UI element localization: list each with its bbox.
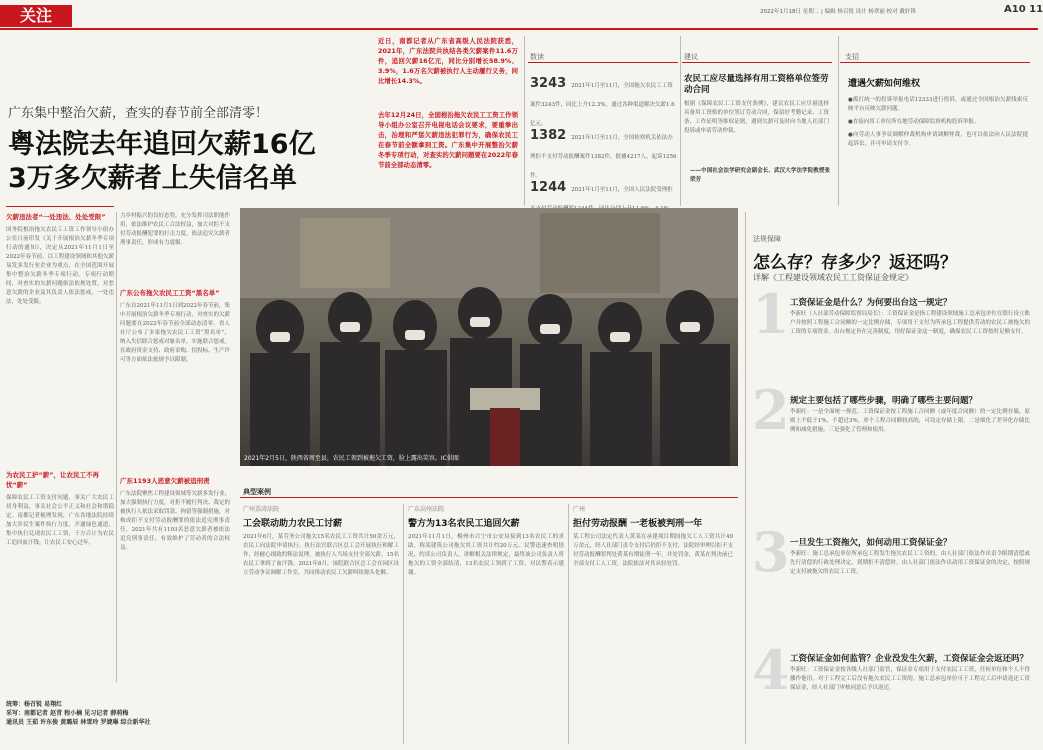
figure-item — [530, 72, 678, 127]
figure-text: 2021年1月至11月，全国人民法院受理拒 — [571, 187, 673, 193]
headline-line-2: 3万多欠薪者上失信名单 — [8, 163, 297, 194]
left-head-1: 欠薪违法者“一处违法、处处受限” — [6, 213, 106, 221]
support-title: 遭遇欠薪如何维权 — [848, 79, 921, 89]
figures-rule — [528, 62, 678, 63]
photo-caption: 2021年2月5日，陕西省周至县，农民工领到被拖欠工资，脸上露出笑容。IC供图 — [244, 455, 459, 462]
lead-paragraph-mid — [378, 110, 518, 206]
figure-item — [530, 124, 678, 179]
left-body-2 — [6, 494, 114, 694]
figure-text: 2021年1月至11月，全国拖欠农民工工资案件3243件，同比上升12.3%，通过各种渠道解决欠薪1.6亿元。 — [530, 83, 675, 127]
support-item: ●直接向用工单位所在地劳动保障监察机构投诉举报。 — [848, 119, 980, 125]
figure-number: 3243 — [530, 76, 567, 91]
case-tag: 广州荔湾法院 — [243, 506, 280, 513]
lead-mid-text: 去年12月24日，全国根治拖欠农民工工资工作领导小组办公室召开电视电话会议要求，要重拳出击，治理和严惩欠薪违法犯罪行为，确保农民工在春节前全额拿到工资。广东集中开展整治欠薪冬季专项行动，对查实的欠薪问题要在2022年春节前全部动态清零。 — [378, 111, 518, 169]
qa-number: 4 — [752, 638, 790, 702]
col-2 — [120, 212, 230, 682]
case-body — [573, 533, 733, 733]
qa-question: 工资保证金如何监管？企业没发生欠薪，工资保证金会返还吗？ — [790, 654, 1029, 664]
support-item: ●拨打统一的投诉举报电话12333进行投诉，或通过全国根治欠薪线索反映平台反映欠薪问题。 — [848, 97, 1028, 112]
qa-number: 1 — [752, 282, 790, 346]
left-head-2: 为农民工护“薪”，让农民工不再忧“薪” — [6, 471, 100, 489]
left-body-1-text: 国务院根治拖欠农民工工资工作领导小组办公室日前印发《关于开展根治欠薪冬季专项行动的通知》，决定从2021年11月1日至2022年春节前，以工程建设领域和其他欠薪易发多发行业企业为重点，在全国范围开展集中整治欠薪冬季专项行动。专项行动期间，对查实的欠薪问题依法依规处置，对恶意欠薪的企业及其负责人依法惩戒，一处违法，处处受限。 — [6, 227, 114, 305]
divider — [403, 504, 404, 744]
credits: 统筹：杨召锐 易翔红 采写：南都记者 赵青 程小楠 见习记者 薛莉梅 通讯员 王茹 许东俊 黄璐辰 林雪玲 罗婕琳 综合新华社 — [6, 701, 151, 726]
col2-intro — [120, 212, 230, 284]
divider — [524, 36, 525, 206]
lead-paragraph-top — [378, 36, 518, 106]
case-body-text: 2021年11月1日，梅州市兴宁市公安局接到13名农民工的求助，称某建筑公司拖欠其工资共计约20万元。民警迅速查明情况，约谈公司负责人，讲解相关法律规定，最终该公司负责人将拖欠的工资全部结清，13名农民工领到了工资，对民警表示感谢。 — [408, 534, 564, 576]
qa-label: 法规保障 — [753, 235, 781, 243]
support-label: 支招 — [845, 53, 859, 61]
header-rule — [0, 28, 1038, 30]
qa-number: 2 — [752, 378, 790, 442]
qa-answer-text: 李新旺：一是全面统一规范。工资保证金按工程施工合同额（或年度合同额）的一定比例存储，原则上不低于1%，不超过3%，单个工程合同额较高的，可设定存储上限。二是细化了差异化存储比例和减免措施。三是强化了管理和使用。 — [790, 409, 1030, 433]
qa-question: 工资保证金是什么？为何要出台这一规定？ — [790, 298, 952, 308]
case-body-text: 某工程公司法定代表人黄某在承建项目期间拖欠工人工资共计49万余元，经人社部门责令支付后仍拒不支付，法院经审理以拒不支付劳动报酬罪判处黄某有期徒刑一年，并处罚金，黄某在判决前已全部支付工人工资，法院依法对其从轻处罚。 — [573, 534, 733, 567]
left-col — [6, 212, 114, 682]
suggest-label: 建议 — [684, 53, 698, 61]
lead-top-text: 近日，南都记者从广东省高级人民法院获悉，2021年，广东法院共执结各类欠薪案件11.6万件，追回欠薪16亿元，同比分别增长58.9%、3.9%，1.6万名欠薪被执行人主动履行义务，同比增长14.3%。 — [378, 37, 518, 85]
support-item: ●向劳动人事争议调解仲裁机构申请调解仲裁，也可以依法向人民法院提起诉讼，并可申请支付令。 — [848, 132, 1028, 147]
case-tag: 广东高州法院 — [408, 506, 445, 513]
case-body-text: 2021年6月，某劳务公司拖欠15名农民工工资共计50余万元，农民工向法院申请执行。执行法官联合区总工会开展执行和解工作，经耐心细致的释法说理，被执行人当场支付全部欠薪，15名农民工拿到了血汗钱。2021年8月，该院联合区总工会在园区设立劳动争议调解工作室，共同推动农民工欠薪纠纷源头化解。 — [243, 534, 399, 576]
suggest-author — [690, 167, 830, 187]
qa-question: 一旦发生工资拖欠，如何动用工资保证金？ — [790, 538, 952, 548]
figure-number: 1244 — [530, 180, 567, 195]
col2-head-1: 广东公布拖欠农民工工资“黑名单” — [120, 289, 220, 297]
deck-line: 广东集中整治欠薪，查实的春节前全部清零！ — [8, 106, 269, 121]
qa-title: 怎么存？存多少？返还吗？ — [753, 253, 957, 273]
case-title: 拒付劳动报酬 一老板被判刑一年 — [573, 519, 703, 529]
suggest-body-text: 根据《保障农民工工资支付条例》，建议农民工应尽量选择具备用工资格的单位签订劳动合同，保留好考勤记录、工资条、工作证明等维权证据，遇到欠薪可及时向当地人社部门投诉或申请劳动仲裁。 — [684, 101, 829, 134]
qa-question: 规定主要包括了哪些步骤，明确了哪些主要问题？ — [790, 396, 978, 406]
qa-answer — [790, 666, 1030, 744]
section-badge: 关注 — [0, 5, 72, 27]
qa-number: 3 — [752, 520, 790, 584]
qa-answer-text: 李新旺（人社部劳动保障监察局局长）：工资保证金是指工程建设领域施工总承包单位在银行设立账户并按照工程施工合同额的一定比例存储，专项用于支付为所承包工程提供劳动的农民工被拖欠的工资的专项资金。出台规定旨在完善制度，用好保证金这一制度，确保农民工工资按时足额支付。 — [790, 311, 1030, 335]
case-body — [408, 533, 564, 733]
left-body-1 — [6, 226, 114, 466]
case-column — [573, 504, 733, 744]
col2-body-1-text: 广东自2021年11月1日到2022年春节前，集中开展根治欠薪冬季专项行动，对查实的欠薪问题要在2022年春节前全部动态清零。省人社厅公布了多家拖欠农民工工资“黑名单”，纳入失信联合惩戒对象名单，实施联合惩戒，在政府资金支持、政府采购、招投标、生产许可等方面依法依规予以限制。 — [120, 303, 231, 363]
divider — [680, 36, 681, 206]
figures-list — [530, 72, 678, 222]
case-title: 警方为13名农民工追回欠薪 — [408, 519, 520, 529]
figure-number: 1382 — [530, 128, 567, 143]
suggest-body — [684, 100, 829, 166]
col2-body-2 — [120, 490, 230, 680]
support-list — [848, 96, 1028, 206]
suggest-title: 农民工应尽量选择有用工资格单位签劳动合同 — [684, 74, 829, 95]
left-body-2-text: 保障农民工工资支付问题，事关广大农民工切身利益，事关社会公平正义和社会和谐稳定。南都记者梳理发现，广东各地法院持续加大涉民生案件执行力度，开通绿色通道，集中执行兑现农民工工资，千方百计为农民工追回血汗钱，让农民工安心过年。 — [6, 495, 114, 546]
divider — [568, 504, 569, 744]
divider — [116, 212, 117, 682]
issue-meta: 2022年1月18日 星期二 | 编辑 杨召锐 设计 杨翠丽 校对 戴轩锋 — [760, 9, 916, 15]
case-column — [408, 504, 564, 744]
qa-subtitle: 详解《工程建设领域农民工工资保证金规定》 — [753, 273, 913, 282]
header-bar — [0, 0, 1043, 30]
qa-answer — [790, 408, 1030, 520]
suggest-author-text: ——中国社会法学研究会副会长、武汉大学法学院教授张荣芳 — [690, 168, 830, 183]
suggest-rule — [682, 62, 832, 63]
qa-answer — [790, 310, 1030, 370]
support-rule — [840, 62, 1030, 63]
col2-intro-text: 力乡村振兴的良好态势，充分发挥司法职能作用，依法维护农民工合法权益，加大对拒不支付劳动报酬犯罪的打击力度，依法追究欠薪者刑事责任，形成有力震慑。 — [120, 213, 231, 246]
headline-line-1: 粤法院去年追回欠薪16亿 — [8, 129, 316, 160]
divider — [838, 36, 839, 206]
qa-answer-text: 李新旺：工资保证金按各级人社部门监管，保证金专项用于支付农民工工资，任何单位和个人不得挪作他用。对于工程完工后没有拖欠农民工工资的，施工总承包单位可于工程完工后申请返还工资保证金，经人社部门审核同意后予以返还。 — [790, 667, 1030, 691]
page-number: A10 11 — [1004, 4, 1043, 15]
left-rule — [6, 206, 114, 207]
case-tag: 广州 — [573, 506, 586, 513]
crowd-illustration — [240, 208, 738, 466]
cases-rule — [240, 497, 738, 498]
col2-head-2: 广东1193人恶意欠薪被追刑责 — [120, 477, 210, 485]
divider — [745, 212, 746, 744]
news-photo — [240, 208, 738, 466]
case-column — [243, 504, 399, 744]
col2-body-2-text: 广东法院聚焦工程建设领域等欠薪多发行业，加大强制执行力度，对拒不履行判决、裁定的被执行人依法采取罚款、拘留等强制措施，对构成拒不支付劳动报酬罪的依法追究刑事责任，2021年共有1193名恶意欠薪者被依法追究刑事责任，有效维护了劳动者的合法权益。 — [120, 491, 231, 551]
col2-body-1 — [120, 302, 230, 472]
qa-answer-text: 李新旺：施工总承包单位所承包工程发生拖欠农民工工资的，由人社部门依法作出责令限期清偿或先行清偿的行政处理决定。到期拒不清偿时，由人社部门依法作出动用工资保证金的决定，按照规定支付被拖欠的农民工工资。 — [790, 551, 1030, 575]
qa-answer — [790, 550, 1030, 638]
figure-text: 2021年1月至11月，全国检察机关依法办理拒不支付劳动报酬案件1382件，批捕4217人、起诉1256件。 — [530, 135, 677, 179]
case-body — [243, 533, 399, 733]
figures-label: 数读 — [530, 53, 544, 61]
case-title: 工会联动助力农民工讨薪 — [243, 519, 343, 529]
cases-label: 典型案例 — [243, 488, 271, 496]
